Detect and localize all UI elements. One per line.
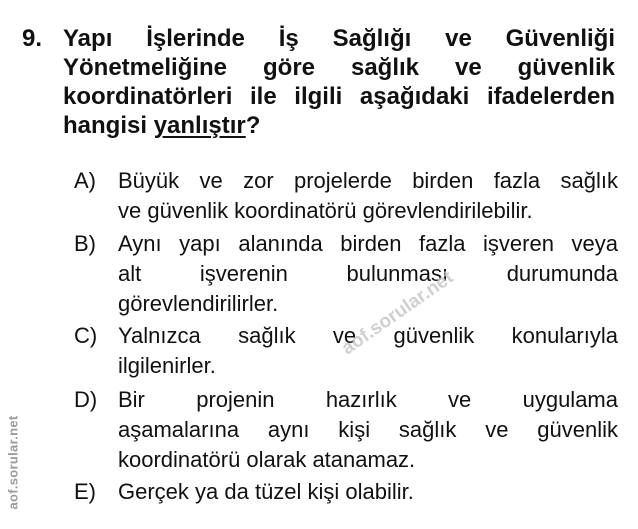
option-d-line-2: aşamalarına aynı kişi sağlık ve güvenlik — [118, 417, 618, 442]
option-d-line-3: koordinatörü olarak atanamaz. — [118, 447, 416, 472]
question-line-4-prefix: hangisi — [63, 112, 154, 139]
option-b-line-3: görevlendirilirler. — [118, 291, 279, 316]
option-a-line-1: Büyük ve zor projelerde birden fazla sağlık — [118, 168, 618, 193]
option-c-letter: C) — [74, 323, 98, 348]
option-d-line-1: Bir projenin hazırlık ve uygulama — [118, 387, 618, 412]
side-watermark: aof.sorular.net — [5, 415, 21, 510]
option-c-line-1: Yalnızca sağlık ve güvenlik konularıyla — [118, 323, 618, 348]
question-line-4 — [63, 111, 615, 140]
option-e-text — [118, 477, 618, 507]
option-e-line-1: Gerçek ya da tüzel kişi olabilir. — [118, 479, 414, 504]
option-b-line-1: Aynı yapı alanında birden fazla işveren veya — [118, 231, 618, 256]
option-d-text — [118, 385, 618, 475]
diagonal-watermark: aof.sorular.net — [338, 266, 458, 360]
question-number: 9. — [22, 25, 43, 52]
option-b-text — [118, 229, 618, 319]
question-line-2: Yönetmeliğine göre sağlık ve güvenlik — [63, 54, 615, 81]
option-d-letter: D) — [74, 387, 98, 412]
question-text — [63, 24, 615, 140]
option-e-letter: E) — [74, 479, 96, 504]
question-line-4-suffix: ? — [245, 112, 261, 139]
option-a-letter: A) — [74, 168, 96, 193]
option-c-line-2: ilgilenirler. — [118, 353, 216, 378]
option-a-text — [118, 166, 618, 226]
option-b-line-2: alt işverenin bulunması durumunda — [118, 261, 618, 286]
option-a-line-2: ve güvenlik koordinatörü görevlendirilebilir. — [118, 198, 533, 223]
question-line-3: koordinatörleri ile ilgili aşağıdaki ifadelerden — [63, 83, 615, 110]
option-b-letter: B) — [74, 231, 96, 256]
question-emphasis-word: yanlıştır — [153, 112, 246, 139]
question-line-1: Yapı İşlerinde İş Sağlığı ve Güvenliği — [63, 25, 615, 52]
